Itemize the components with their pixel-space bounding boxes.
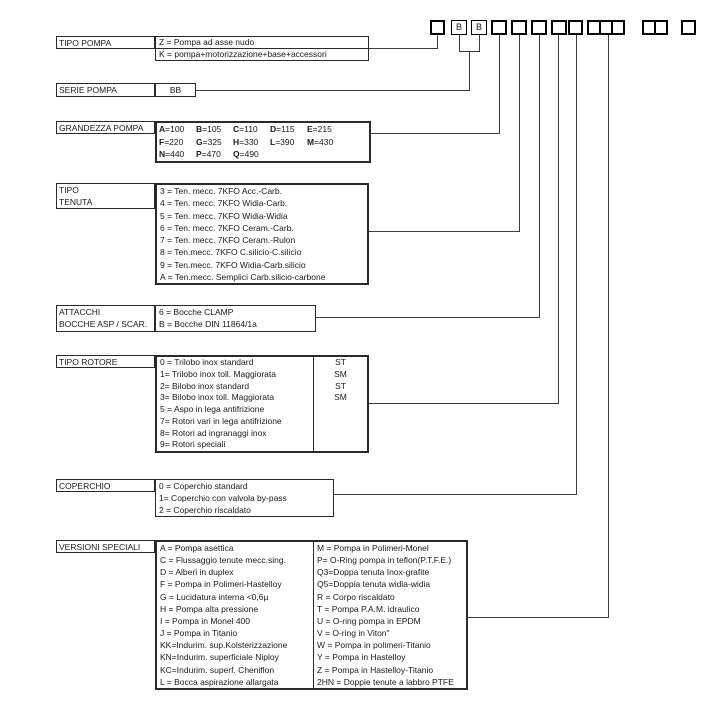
option-row: K = pompa+motorizzazione+base+accessori xyxy=(159,49,327,60)
option-row: 2HN = Doppie tenute a labbro PTFE xyxy=(317,676,454,687)
option-list xyxy=(156,306,315,331)
connector-versioni-v xyxy=(608,35,609,618)
section-label-text: TIPO xyxy=(59,185,79,195)
connector-coperchio-h xyxy=(334,494,577,495)
option-row: A = Pompa asettica xyxy=(160,543,234,553)
option-row: J = Pompa in Titanio xyxy=(160,628,238,639)
option-row: KN=Indurim. superficiale Niploy xyxy=(160,652,279,663)
option-row: 2= Bilobo inox standard xyxy=(160,380,250,391)
option-row: D = Alberi in duplex xyxy=(160,567,234,578)
section-content-grandezza xyxy=(155,121,371,163)
section-label-text: TIPO ROTORE xyxy=(59,357,118,367)
option-row: 1= Trilobo inox toll. Maggiorata xyxy=(160,368,276,379)
connector-serie-bracket-left xyxy=(459,35,460,51)
code-box-2-serie-b: B xyxy=(451,20,467,35)
section-label-versioni xyxy=(56,540,155,553)
size-cell: B=105 xyxy=(196,124,222,134)
rotor-option-list xyxy=(157,357,314,451)
option-row: 5 = Aspo in lega antifrizione xyxy=(160,404,265,414)
option-row: 5 = Ten. mecc. 7KFO Widia-Widia xyxy=(160,210,288,221)
size-cell: H=330 xyxy=(233,136,259,147)
option-row: 1= Coperchio con valvola by-pass xyxy=(159,493,287,503)
tag-row: ST xyxy=(335,357,346,367)
code-box-group-double xyxy=(642,20,668,35)
section-label-text: ATTACCHI xyxy=(59,307,101,317)
size-cell: L=390 xyxy=(270,136,295,147)
code-box-6 xyxy=(531,20,547,35)
connector-attacchi-v xyxy=(539,35,540,318)
versioni-right-list xyxy=(314,542,466,688)
section-content-coperchio xyxy=(155,479,334,517)
size-cell: A=100 xyxy=(159,124,185,134)
option-row: 6 = Bocche CLAMP xyxy=(159,307,234,317)
section-content-attacchi xyxy=(155,305,316,332)
size-cell: C=110 xyxy=(233,124,258,134)
connector-attacchi-h xyxy=(316,317,540,318)
option-row: I = Pompa in Monel 400 xyxy=(160,615,251,626)
tag-row: SM xyxy=(334,368,347,379)
option-row: L = Bocca aspirazione allargata xyxy=(160,676,279,687)
size-cell: G=325 xyxy=(196,136,222,147)
option-row: 2 = Coperchio riscaldato xyxy=(159,505,251,515)
section-label-text: COPERCHIO xyxy=(59,481,111,491)
code-box-1 xyxy=(430,20,445,35)
option-row: C = Flussaggio tenute mecc.sing. xyxy=(160,555,286,566)
code-box-7 xyxy=(551,20,567,35)
option-row: M = Pompa in Polimeri-Monel xyxy=(317,543,429,553)
section-label-serie-pompa xyxy=(56,83,155,97)
option-row: A = Ten.mecc. Semplici Carb.silicio-carbone xyxy=(160,271,326,282)
size-cell: D=115 xyxy=(270,124,295,134)
option-row: 4 = Ten. mecc. 7KFO Widia-Carb. xyxy=(160,198,288,209)
code-box-5 xyxy=(511,20,527,35)
section-label-text: VERSIONI SPECIALI xyxy=(59,542,141,552)
option-row: 0 = Coperchio standard xyxy=(159,481,248,491)
section-label-tipo-pompa xyxy=(56,36,155,49)
connector-tipo-pompa-v xyxy=(437,35,438,48)
option-row: 8 = Ten.mecc. 7KFO C.silicio-C.silicio xyxy=(160,247,302,258)
code-box-4 xyxy=(491,20,507,35)
section-content-serie-pompa: BB xyxy=(155,83,196,97)
tag-row: SM xyxy=(334,392,347,403)
option-row: Z = Pompa in Hastelloy-Titanio xyxy=(317,664,434,675)
size-cell: F=220 xyxy=(159,136,184,147)
code-cell xyxy=(654,20,668,35)
connector-tipo-pompa-h xyxy=(369,48,438,49)
connector-rotore-h xyxy=(369,403,559,404)
section-label-text: TIPO POMPA xyxy=(59,38,112,48)
option-row: 7= Rotori vari in lega antifrizione xyxy=(160,415,282,426)
option-row: V = O-ring in Viton" xyxy=(317,628,390,639)
connector-tenuta-v xyxy=(519,35,520,232)
option-row: KC=Indurim. superf. Cheniflon xyxy=(160,664,275,675)
connector-coperchio-v xyxy=(576,35,577,495)
option-row: 9= Rotori speciali xyxy=(160,439,226,450)
option-list xyxy=(156,480,333,516)
section-label-grandezza xyxy=(56,121,155,134)
section-content-versioni xyxy=(155,540,468,690)
option-row: 0 = Trilobo inox standard xyxy=(160,357,254,367)
section-label-text: BOCCHE ASP / SCAR. xyxy=(59,319,148,330)
size-cell: P=470 xyxy=(196,149,221,160)
option-row: 6 = Ten. mecc. 7KFO Ceram.-Carb. xyxy=(160,222,294,233)
option-row: W = Pompa in polimeri-Titanio xyxy=(317,640,431,651)
section-label-text: SERIE POMPA xyxy=(59,85,117,95)
option-row: G = Lucidatura interna <0,6µ xyxy=(160,591,269,602)
connector-serie-h xyxy=(196,90,470,91)
tag-row: ST xyxy=(335,380,346,391)
option-row: KK=Indurim. sup.Kolsterizzazione xyxy=(160,640,288,651)
option-row: H = Pompa alta pressione xyxy=(160,603,259,614)
option-row: Q3=Doppa tenuta Inox-grafite xyxy=(317,567,430,578)
connector-grandezza-h xyxy=(371,133,500,134)
option-row: R = Corpo riscaldato xyxy=(317,591,395,602)
option-row: Y = Pompa in Hastelloy xyxy=(317,652,406,663)
section-content-rotore xyxy=(155,355,369,453)
code-cell xyxy=(611,20,625,35)
section-label-coperchio xyxy=(56,479,155,492)
connector-serie-bracket-right xyxy=(479,35,480,51)
rotor-tag-list xyxy=(314,357,367,451)
option-row: 9 = Ten.mecc. 7KFO Widia-Carb.silicio xyxy=(160,259,306,270)
section-label-text: GRANDEZZA POMPA xyxy=(59,123,144,133)
connector-rotore-v xyxy=(558,35,559,404)
size-cell: Q=490 xyxy=(233,149,259,160)
option-row: B = Bocche DIN 11864/1a xyxy=(159,319,257,330)
section-label-rotore xyxy=(56,355,155,368)
option-row: Z = Pompa ad asse nudo xyxy=(156,37,368,49)
section-content-tenuta xyxy=(155,183,369,285)
connector-versioni-h xyxy=(468,617,609,618)
size-cell: N=440 xyxy=(159,149,185,160)
option-row: 8= Rotori ad ingranaggi inox xyxy=(160,427,267,438)
connector-serie-v xyxy=(469,51,470,91)
option-list xyxy=(157,185,367,283)
connector-grandezza-v xyxy=(499,35,500,134)
section-label-text: TENUTA xyxy=(59,197,93,208)
option-row: P= O-Ring pompa in teflon(P.T.F.E.) xyxy=(317,555,452,566)
option-row: T = Pompa P.A.M. idraulico xyxy=(317,603,420,614)
section-label-tenuta xyxy=(56,183,155,209)
section-content-tipo-pompa xyxy=(155,36,369,61)
code-box-last xyxy=(681,20,696,35)
option-row: F = Pompa in Polimeri-Hastelloy xyxy=(160,579,282,590)
option-row: 3= Bilobo inox toll. Maggiorata xyxy=(160,392,275,403)
option-row: 3 = Ten. mecc. 7KFO Acc.-Carb. xyxy=(160,186,282,196)
versioni-left-list xyxy=(157,542,314,688)
section-label-attacchi xyxy=(56,305,155,332)
option-list xyxy=(156,37,368,60)
code-box-group-triple xyxy=(587,20,625,35)
option-row: U = O-ring pompa in EPDM xyxy=(317,615,421,626)
size-cell: M=430 xyxy=(307,136,334,147)
code-box-8 xyxy=(568,20,583,35)
size-cell: E=215 xyxy=(307,124,332,134)
option-row: 7 = Ten. mecc. 7KFO Ceram.-Rulon xyxy=(160,235,296,245)
size-grid xyxy=(157,123,369,161)
option-row: Q5=Doppia tenuta widia-widia xyxy=(317,579,431,590)
code-box-3-serie-b: B xyxy=(471,20,487,35)
connector-tenuta-h xyxy=(369,231,520,232)
